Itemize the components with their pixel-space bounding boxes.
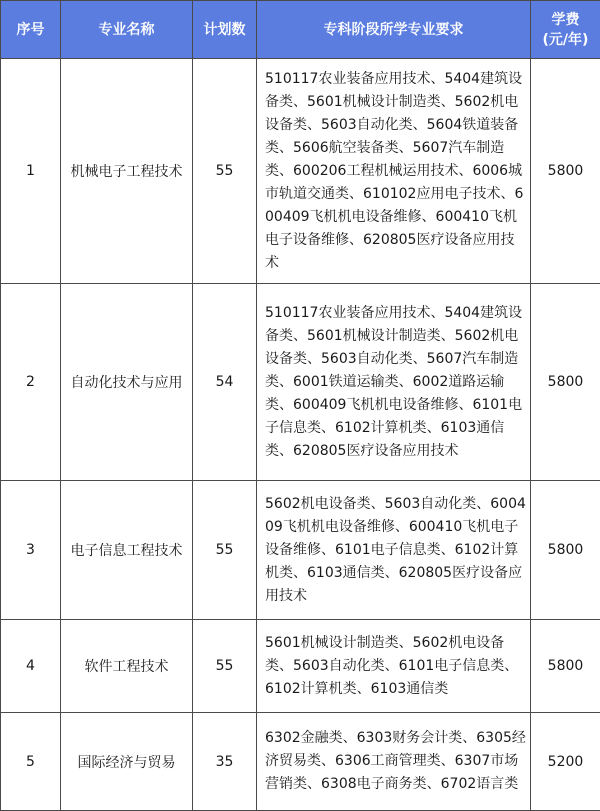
cell-requirement: 5602机电设备类、5603自动化类、600409飞机机电设备维修、600410飞机电子设备维修、6101电子信息类、6102计算机类、6103通信类、620805医疗设备应用技术 <box>257 481 531 620</box>
table-row <box>1 620 600 713</box>
cell-fee: 5800 <box>531 284 600 481</box>
cell-fee: 5200 <box>531 713 600 811</box>
cell-fee: 5800 <box>531 59 600 284</box>
cell-requirement: 510117农业装备应用技术、5404建筑设备类、5601机械设计制造类、5602机电设备类、5603自动化类、5604铁道装备类、5606航空装备类、5607汽车制造类、600206工程机械运用技术、6006城市轨道交通类、610102应用电子技术、600409飞机机电设备维修、600410飞机电子设备维修、620805医疗设备应用技术 <box>257 59 531 284</box>
table-row <box>1 481 600 620</box>
header-fee <box>531 1 600 59</box>
cell-seq: 1 <box>1 59 61 284</box>
cell-plan: 55 <box>193 620 257 713</box>
cell-requirement: 5601机械设计制造类、5602机电设备类、5603自动化类、6101电子信息类、6102计算机类、6103通信类 <box>257 620 531 713</box>
cell-seq: 2 <box>1 284 61 481</box>
cell-plan: 55 <box>193 59 257 284</box>
cell-seq: 5 <box>1 713 61 811</box>
cell-seq: 3 <box>1 481 61 620</box>
cell-requirement: 510117农业装备应用技术、5404建筑设备类、5601机械设计制造类、5602机电设备类、5603自动化类、5607汽车制造类、6001铁道运输类、6002道路运输类、600409飞机机电设备维修、6101电子信息类、6102计算机类、6103通信类、620805医疗设备应用技术 <box>257 284 531 481</box>
table-row <box>1 713 600 811</box>
header-major: 专业名称 <box>61 1 193 59</box>
cell-plan: 54 <box>193 284 257 481</box>
header-fee-line2: (元/年) <box>542 31 589 48</box>
cell-plan: 35 <box>193 713 257 811</box>
cell-fee: 5800 <box>531 620 600 713</box>
cell-major: 国际经济与贸易 <box>61 713 193 811</box>
table-row <box>1 59 600 284</box>
header-fee-line1: 学费 <box>551 11 580 28</box>
header-plan: 计划数 <box>193 1 257 59</box>
cell-major: 自动化技术与应用 <box>61 284 193 481</box>
cell-requirement: 6302金融类、6303财务会计类、6305经济贸易类、6306工商管理类、6307市场营销类、6308电子商务类、6702语言类 <box>257 713 531 811</box>
header-seq: 序号 <box>1 1 61 59</box>
header-row <box>1 1 600 59</box>
table-row <box>1 284 600 481</box>
header-requirement: 专科阶段所学专业要求 <box>257 1 531 59</box>
cell-major: 电子信息工程技术 <box>61 481 193 620</box>
cell-seq: 4 <box>1 620 61 713</box>
cell-plan: 55 <box>193 481 257 620</box>
cell-major: 软件工程技术 <box>61 620 193 713</box>
cell-major: 机械电子工程技术 <box>61 59 193 284</box>
cell-fee: 5800 <box>531 481 600 620</box>
